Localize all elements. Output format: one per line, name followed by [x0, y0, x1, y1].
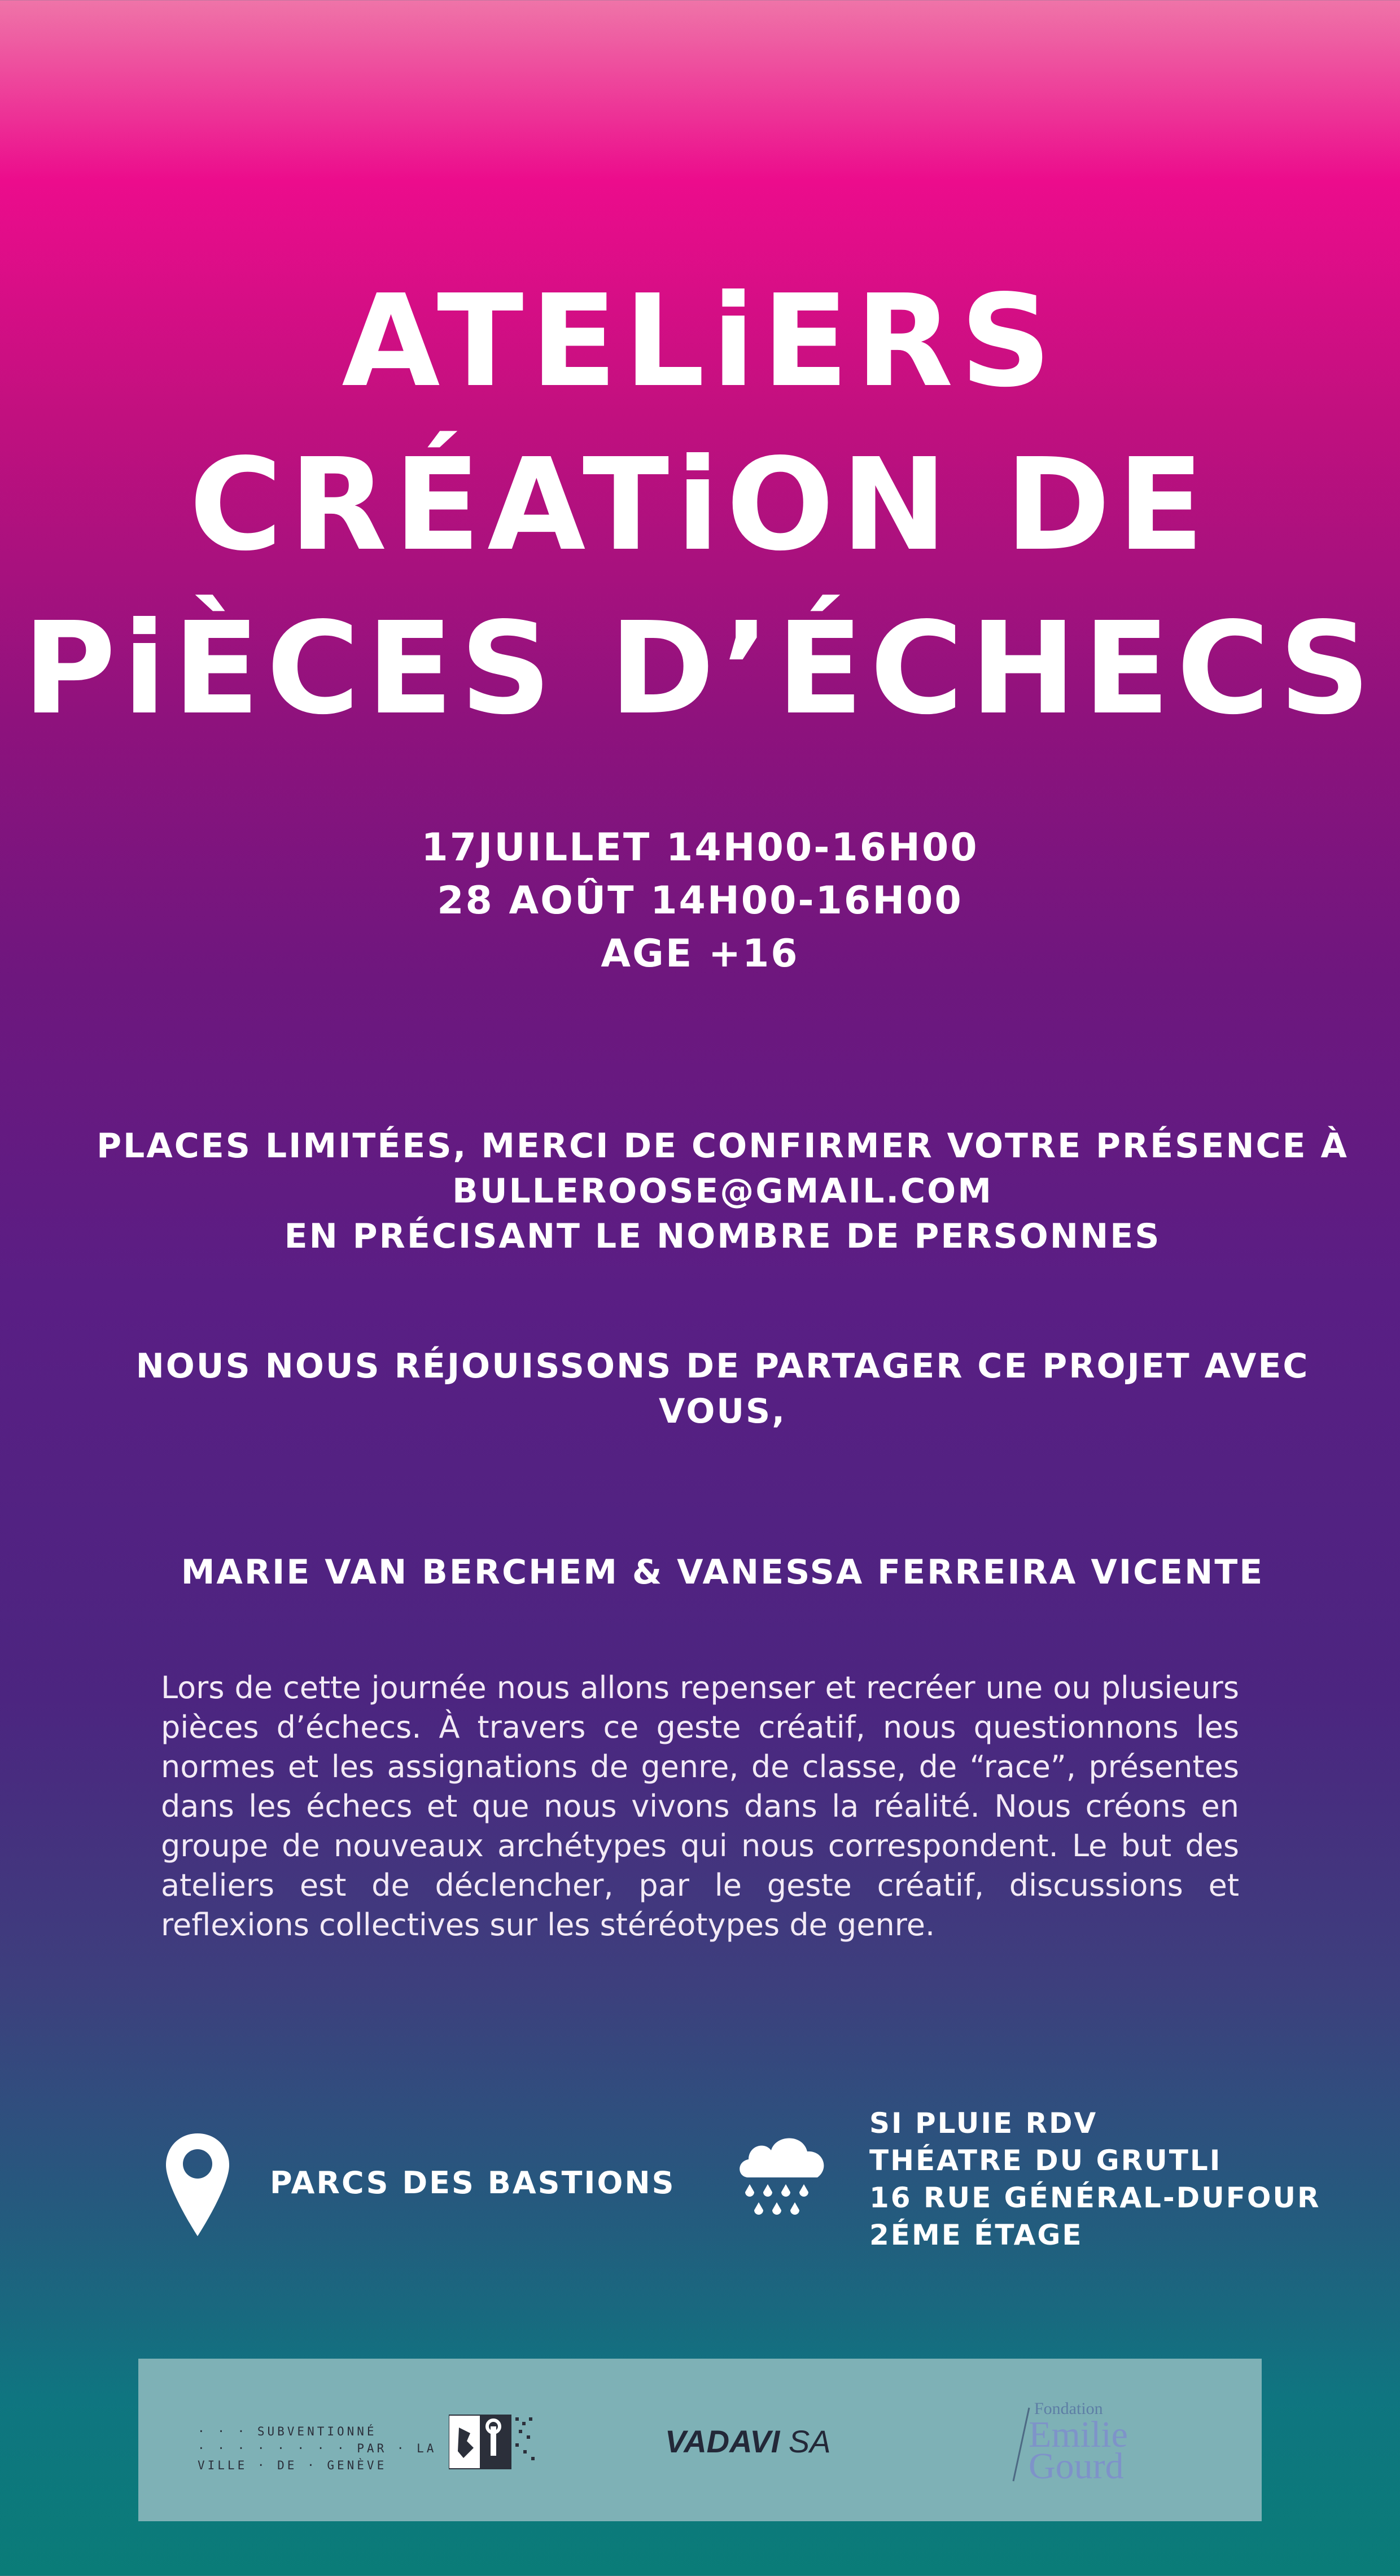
age-requirement: AGE +16: [601, 931, 799, 976]
vadavi-name: VADAVI: [665, 2424, 780, 2459]
ville-de-geneve-logo-text: [198, 2423, 452, 2474]
ville-line-2: · · · · · · · · PAR · LA: [198, 2442, 437, 2455]
booking-info: [0, 1123, 1400, 1259]
description-paragraph: Lors de cette journée nous allons repenser et recréer une ou plusieurs pièces d’échecs. À travers ce geste créatif, nous questionnons les normes et les assignations de genre, de classe, de “race”, présentes dans les échecs et que nous vivons dans la réalité. Nous créons en groupe de nouveaux archétypes qui nous correspondent. Le but des ateliers est de déclencher, par le geste créatif, discussions et reflexions collectives sur les stéréotypes de genre.: [161, 1670, 1239, 1943]
rain-plan-address: 16 RUE GÉNÉRAL-DUFOUR: [869, 2181, 1321, 2214]
rain-cloud-icon: [733, 2125, 834, 2227]
geneva-coat-of-arms-icon: [449, 2411, 542, 2473]
booking-line-3: EN PRÉCISANT LE NOMBRE DE PERSONNES: [284, 1217, 1161, 1256]
title-line-2: CRÉATiON DE: [189, 431, 1211, 579]
fondation-name-1: Emilie: [1029, 2414, 1128, 2455]
fondation-label: Fondation: [1034, 2399, 1103, 2418]
vadavi-suffix: SA: [780, 2424, 831, 2459]
authors: MARIE VAN BERCHEM & VANESSA FERREIRA VICENTE: [181, 1552, 1265, 1592]
schedule: [0, 821, 1400, 981]
map-pin-icon: [164, 2131, 231, 2238]
location-label: PARCS DES BASTIONS: [270, 2165, 676, 2201]
title-line-3: PiÈCES D’ÉCHECS: [23, 595, 1377, 743]
schedule-date-1: 17JUILLET 14H00-16H00: [421, 825, 979, 870]
fondation-name-2: Gourd: [1029, 2446, 1124, 2487]
rain-plan-floor: 2ÉME ÉTAGE: [869, 2219, 1083, 2251]
rain-plan-line-1: SI PLUIE RDV: [869, 2107, 1098, 2140]
greeting-line-2: VOUS,: [658, 1392, 787, 1431]
booking-email[interactable]: BULLEROOSE@GMAIL.COM: [452, 1171, 993, 1211]
fondation-emilie-gourd-logo: [1029, 2414, 1128, 2487]
schedule-date-2: 28 AOÛT 14H00-16H00: [437, 878, 963, 923]
greeting: [0, 1344, 1400, 1434]
rain-plan: [869, 2105, 1321, 2254]
title-line-1: ATELiERS: [342, 268, 1058, 416]
ville-line-3: VILLE · DE · GENÈVE: [198, 2459, 387, 2472]
ville-line-1: · · · SUBVENTIONNÉ: [198, 2425, 377, 2438]
poster-title: [0, 260, 1400, 751]
rain-plan-venue: THÉATRE DU GRUTLI: [869, 2144, 1222, 2177]
booking-line-1: PLACES LIMITÉES, MERCI DE CONFIRMER VOTRE PRÉSENCE À: [97, 1126, 1349, 1166]
greeting-line-1: NOUS NOUS RÉJOUISSONS DE PARTAGER CE PROJET AVEC: [135, 1346, 1310, 1386]
vadavi-logo: [665, 2422, 831, 2461]
